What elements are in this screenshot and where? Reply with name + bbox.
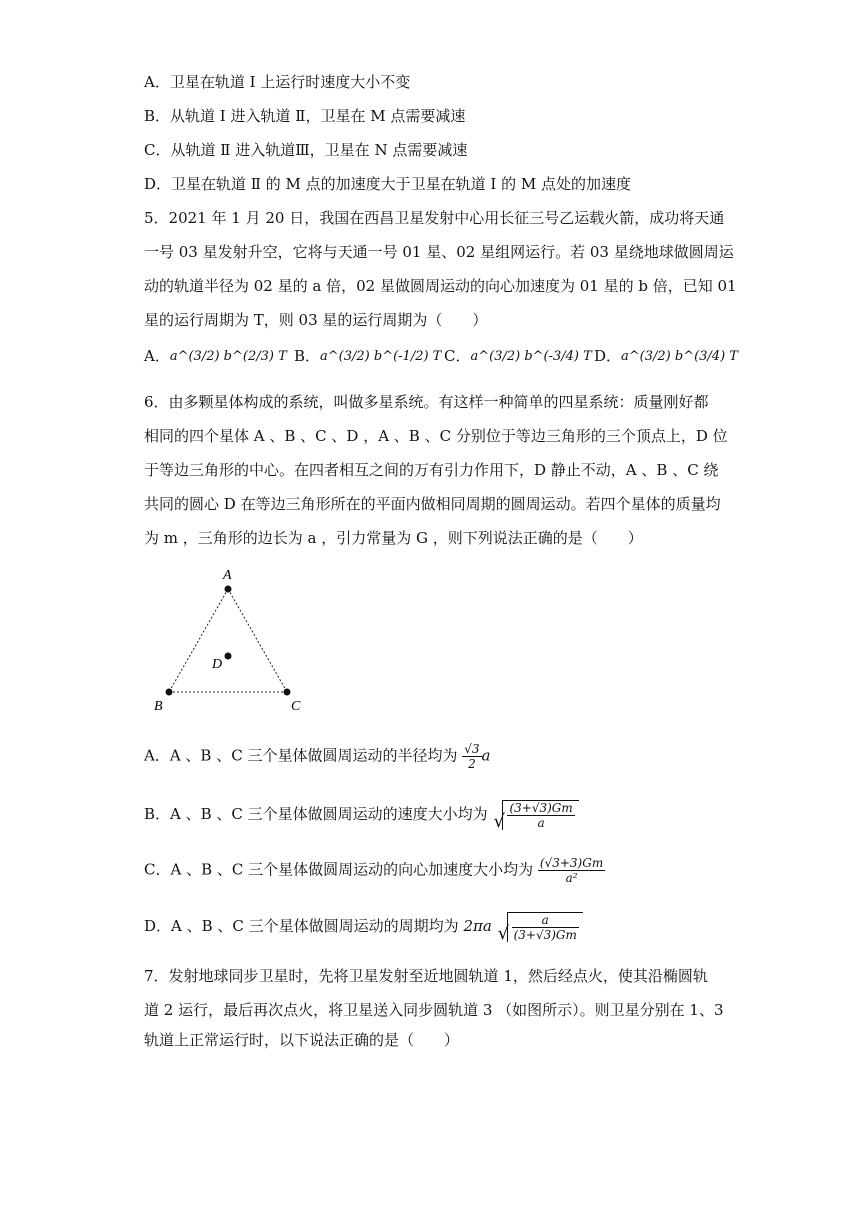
star-c [284, 689, 291, 696]
star-d [225, 653, 232, 660]
q6-option-c-fraction: $\frac{(√3+3)Gm}{\text{a²}}$ [539, 856, 604, 885]
q5-option-d: D．a^(3/2) b^(3/4) T [594, 347, 738, 365]
q6-option-d: D．A 、B 、C 三个星体做圆周运动的周期均为 2πa √ $\frac{a}{(3+√3)Gm}$ [144, 912, 583, 942]
q5-line-2: 一号 03 星发射升空，它将与天通一号 01 星、02 星组网运行。若 03 星绕地球做圆周运 [144, 243, 734, 261]
q5-option-b: B．a^(3/2) b^(-1/2) T [294, 347, 442, 365]
q6-line-1: 6．由多颗星体构成的系统，叫做多星系统。有这样一种简单的四星系统：质量刚好都 [144, 393, 709, 411]
q6-option-c: C．A 、B 、C 三个星体做圆周运动的向心加速度大小均为 $\frac{(√3+3)Gm}{\text{a²}}$ [144, 856, 604, 885]
q4-option-a: A．卫星在轨道 I 上运行时速度大小不变 [144, 73, 411, 91]
q4-option-b: B．从轨道 I 进入轨道 Ⅱ，卫星在 M 点需要减速 [144, 107, 466, 125]
q7-line-1: 7．发射地球同步卫星时，先将卫星发射至近地圆轨道 1，然后经点火，使其沿椭圆轨 [144, 967, 708, 985]
q5-option-a: A．a^(3/2) b^(2/3) T [144, 347, 287, 365]
label-b: B [154, 699, 163, 712]
q6-option-b: B．A 、B 、C 三个星体做圆周运动的速度大小均为 √ $\frac{(3+√3)Gm}{a}$ [144, 800, 579, 830]
label-a: A [223, 568, 232, 583]
q6-line-3: 于等边三角形的中心。在四者相互之间的万有引力作用下，D 静止不动，A 、B 、C 绕 [144, 461, 719, 479]
q5-line-4: 星的运行周期为 T，则 03 星的运行周期为（ ） [144, 311, 488, 329]
q5-option-c-formula: a^(3/2) b^(-3/4) T [470, 349, 592, 364]
q5-line-3: 动的轨道半径为 02 星的 a 倍，02 星做圆周运动的向心加速度为 01 星的 b 倍，已知 01 [144, 277, 737, 295]
q5-option-d-formula: a^(3/2) b^(3/4) T [621, 349, 738, 364]
q6-option-a: A．A 、B 、C 三个星体做圆周运动的半径均为 $\frac{√3}{2}$ a [144, 742, 491, 771]
q7-line-2: 道 2 运行，最后再次点火，将卫星送入同步圆轨道 3 （如图所示）。则卫星分别在 1、3 [144, 1001, 724, 1019]
star-a [225, 586, 232, 593]
q7-line-3: 轨道上正常运行时，以下说法正确的是（ ） [144, 1031, 460, 1049]
q6-line-5: 为 m ，三角形的边长为 a ，引力常量为 G ，则下列说法正确的是（ ） [144, 529, 643, 547]
q6-line-2: 相同的四个星体 A 、B 、C 、D ，A 、B 、C 分别位于等边三角形的三个顶点上，D 位 [144, 427, 728, 445]
edge-ab [169, 589, 228, 692]
q5-option-a-formula: a^(3/2) b^(2/3) T [169, 349, 287, 364]
label-c: C [291, 699, 301, 712]
q6-line-4: 共同的圆心 D 在等边三角形所在的平面内做相同周期的圆周运动。若四个星体的质量均 [144, 495, 721, 513]
q5-option-b-formula: a^(3/2) b^(-1/2) T [320, 349, 442, 364]
triangle-diagram [150, 562, 310, 712]
star-b [166, 689, 173, 696]
q5-option-c: C．a^(3/2) b^(-3/4) T [444, 347, 592, 365]
label-d: D [212, 657, 223, 672]
q6-option-d-sqrt: √ $\frac{a}{(3+√3)Gm}$ [507, 912, 583, 942]
edge-ac [228, 589, 287, 692]
q4-option-c: C．从轨道 Ⅱ 进入轨道Ⅲ，卫星在 N 点需要减速 [144, 141, 468, 159]
q6-option-b-sqrt: √ $\frac{(3+√3)Gm}{a}$ [502, 800, 578, 830]
q4-option-d: D．卫星在轨道 Ⅱ 的 M 点的加速度大于卫星在轨道 I 的 M 点处的加速度 [144, 175, 632, 193]
q6-option-a-fraction: $\frac{√3}{2}$ [464, 742, 480, 771]
q5-line-1: 5．2021 年 1 月 20 日，我国在西昌卫星发射中心用长征三号乙运载火箭，成功将天通 [144, 209, 725, 227]
